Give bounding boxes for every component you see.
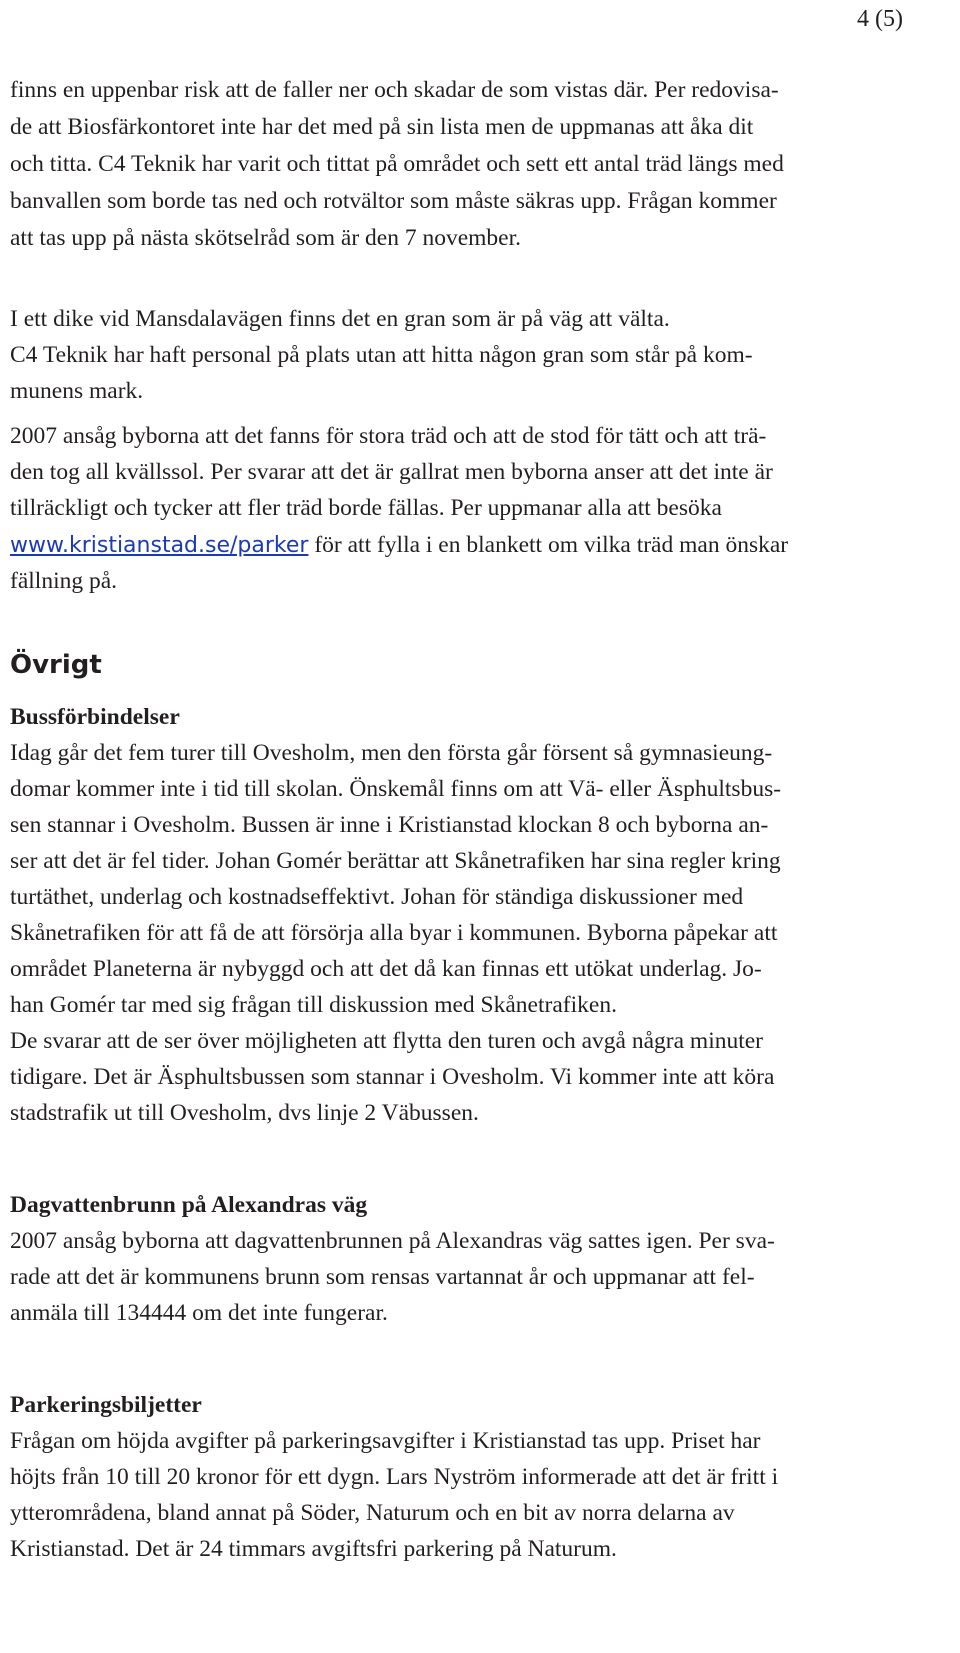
text-line: den tog all kvällssol. Per svarar att det är gallrat men byborna anser att det inte är: [10, 459, 773, 485]
text-line: Kristianstad. Det är 24 timmars avgiftsfri parkering på Naturum.: [10, 1536, 617, 1562]
text-line: anmäla till 134444 om det inte fungerar.: [10, 1300, 388, 1326]
text-line: höjts från 10 till 20 kronor för ett dygn. Lars Nyström informerade att det är fritt i: [10, 1464, 779, 1490]
text-line: tillräckligt och tycker att fler träd borde fällas. Per uppmanar alla att besöka: [10, 495, 722, 521]
page-number: 4 (5): [857, 6, 903, 32]
text-line: I ett dike vid Mansdalavägen finns det en gran som är på väg att välta.: [10, 306, 670, 332]
text-line: sen stannar i Ovesholm. Bussen är inne i Kristianstad klockan 8 och byborna an-: [10, 812, 769, 838]
text-line: 2007 ansåg byborna att dagvattenbrunnen på Alexandras väg sattes igen. Per sva-: [10, 1228, 775, 1254]
text-line: de att Biosfärkontoret inte har det med på sin lista men de uppmanas att åka dit: [10, 114, 754, 140]
text-line: turtäthet, underlag och kostnadseffektivt. Johan för ständiga diskussioner med: [10, 884, 744, 910]
text-line: munens mark.: [10, 378, 144, 404]
text-line: ser att det är fel tider. Johan Gomér berättar att Skånetrafiken har sina regler kring: [10, 848, 781, 874]
text-line: C4 Teknik har haft personal på plats utan att hitta någon gran som står på kom-: [10, 342, 753, 368]
link-trailing-text: för att fylla i en blankett om vilka träd man önskar: [308, 532, 789, 558]
parker-link[interactable]: www.kristianstad.se/parker: [10, 533, 309, 558]
text-line: tidigare. Det är Äsphultsbussen som stannar i Ovesholm. Vi kommer inte att köra: [10, 1064, 775, 1090]
subheading-parking: Parkeringsbiljetter: [10, 1392, 202, 1418]
text-line: 2007 ansåg byborna att det fanns för stora träd och att de stod för tätt och att trä-: [10, 423, 767, 449]
subheading-drain: Dagvattenbrunn på Alexandras väg: [10, 1192, 368, 1218]
subheading-bus: Bussförbindelser: [10, 704, 180, 730]
text-line: rade att det är kommunens brunn som rensas vartannat år och uppmanar att fel-: [10, 1264, 755, 1290]
text-line: banvallen som borde tas ned och rotvältor som måste säkras upp. Frågan kommer: [10, 188, 777, 214]
text-line: finns en uppenbar risk att de faller ner och skadar de som vistas där. Per redovisa-: [10, 77, 779, 103]
text-line-with-link: [10, 530, 788, 561]
text-line: Idag går det fem turer till Ovesholm, men den första går försent så gymnasieung-: [10, 740, 773, 766]
text-line: fällning på.: [10, 568, 118, 594]
text-line: Frågan om höjda avgifter på parkeringsavgifter i Kristianstad tas upp. Priset har: [10, 1428, 761, 1454]
text-line: att tas upp på nästa skötselråd som är den 7 november.: [10, 225, 521, 251]
text-line: stadstrafik ut till Ovesholm, dvs linje 2 Väbussen.: [10, 1100, 479, 1126]
text-line: han Gomér tar med sig frågan till diskussion med Skånetrafiken.: [10, 992, 617, 1018]
text-line: De svarar att de ser över möjligheten att flytta den turen och avgå några minuter: [10, 1028, 764, 1054]
text-line: Skånetrafiken för att få de att försörja alla byar i kommunen. Byborna påpekar att: [10, 920, 778, 946]
text-line: domar kommer inte i tid till skolan. Önskemål finns om att Vä- eller Äsphultsbus-: [10, 776, 782, 802]
text-line: ytterområdena, bland annat på Söder, Naturum och en bit av norra delarna av: [10, 1500, 735, 1526]
text-line: området Planeterna är nybyggd och att det då kan finnas ett utökat underlag. Jo-: [10, 956, 762, 982]
section-heading: Övrigt: [10, 650, 102, 680]
text-line: och titta. C4 Teknik har varit och tittat på området och sett ett antal träd längs med: [10, 151, 784, 177]
